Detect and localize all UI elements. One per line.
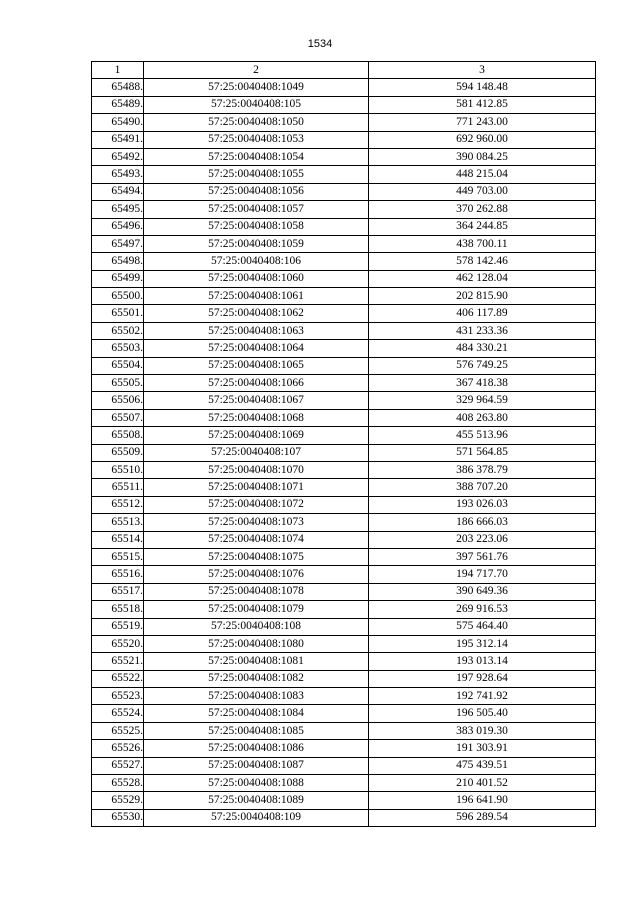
row-number-cell: 65509. bbox=[92, 444, 144, 461]
row-number-cell: 65494. bbox=[92, 183, 144, 200]
cadastral-number-cell: 57:25:0040408:1082 bbox=[144, 670, 369, 687]
table-row bbox=[92, 740, 596, 757]
page-number: 1534 bbox=[307, 38, 333, 50]
table-row bbox=[92, 201, 596, 218]
cadastral-number-cell: 57:25:0040408:1081 bbox=[144, 653, 369, 670]
value-cell: 390 084.25 bbox=[369, 148, 596, 165]
table-row bbox=[92, 427, 596, 444]
row-number-cell: 65520. bbox=[92, 635, 144, 652]
cadastral-number-cell: 57:25:0040408:1083 bbox=[144, 688, 369, 705]
table-row bbox=[92, 705, 596, 722]
row-number-cell: 65516. bbox=[92, 566, 144, 583]
value-cell: 193 026.03 bbox=[369, 496, 596, 513]
row-number-cell: 65498. bbox=[92, 253, 144, 270]
row-number-cell: 65492. bbox=[92, 148, 144, 165]
table-row bbox=[92, 305, 596, 322]
value-cell: 386 378.79 bbox=[369, 461, 596, 478]
cadastral-number-cell: 57:25:0040408:1058 bbox=[144, 218, 369, 235]
value-cell: 448 215.04 bbox=[369, 166, 596, 183]
table-row bbox=[92, 166, 596, 183]
row-number-cell: 65524. bbox=[92, 705, 144, 722]
header-col-1: 1 bbox=[92, 62, 144, 79]
row-number-cell: 65505. bbox=[92, 375, 144, 392]
cadastral-number-cell: 57:25:0040408:1064 bbox=[144, 340, 369, 357]
value-cell: 475 439.51 bbox=[369, 757, 596, 774]
row-number-cell: 65529. bbox=[92, 792, 144, 809]
table-row bbox=[92, 148, 596, 165]
row-number-cell: 65519. bbox=[92, 618, 144, 635]
table-row bbox=[92, 357, 596, 374]
value-cell: 484 330.21 bbox=[369, 340, 596, 357]
cadastral-number-cell: 57:25:0040408:1073 bbox=[144, 514, 369, 531]
value-cell: 383 019.30 bbox=[369, 722, 596, 739]
table-row bbox=[92, 601, 596, 618]
table-row bbox=[92, 809, 596, 826]
value-cell: 431 233.36 bbox=[369, 322, 596, 339]
value-cell: 581 412.85 bbox=[369, 96, 596, 113]
value-cell: 370 262.88 bbox=[369, 201, 596, 218]
value-cell: 571 564.85 bbox=[369, 444, 596, 461]
value-cell: 576 749.25 bbox=[369, 357, 596, 374]
value-cell: 438 700.11 bbox=[369, 235, 596, 252]
cadastral-number-cell: 57:25:0040408:1059 bbox=[144, 235, 369, 252]
table-row bbox=[92, 618, 596, 635]
value-cell: 195 312.14 bbox=[369, 635, 596, 652]
cadastral-number-cell: 57:25:0040408:1065 bbox=[144, 357, 369, 374]
cadastral-number-cell: 57:25:0040408:1067 bbox=[144, 392, 369, 409]
value-cell: 771 243.00 bbox=[369, 114, 596, 131]
cadastral-number-cell: 57:25:0040408:1078 bbox=[144, 583, 369, 600]
row-number-cell: 65501. bbox=[92, 305, 144, 322]
value-cell: 197 928.64 bbox=[369, 670, 596, 687]
value-cell: 191 303.91 bbox=[369, 740, 596, 757]
table-row bbox=[92, 722, 596, 739]
row-number-cell: 65504. bbox=[92, 357, 144, 374]
table-header bbox=[92, 62, 596, 79]
row-number-cell: 65491. bbox=[92, 131, 144, 148]
value-cell: 594 148.48 bbox=[369, 79, 596, 96]
table-row bbox=[92, 288, 596, 305]
value-cell: 194 717.70 bbox=[369, 566, 596, 583]
value-cell: 186 666.03 bbox=[369, 514, 596, 531]
row-number-cell: 65506. bbox=[92, 392, 144, 409]
value-cell: 269 916.53 bbox=[369, 601, 596, 618]
row-number-cell: 65511. bbox=[92, 479, 144, 496]
table-row bbox=[92, 392, 596, 409]
table-row bbox=[92, 531, 596, 548]
cadastral-number-cell: 57:25:0040408:1084 bbox=[144, 705, 369, 722]
value-cell: 397 561.76 bbox=[369, 548, 596, 565]
cadastral-number-cell: 57:25:0040408:108 bbox=[144, 618, 369, 635]
cadastral-number-cell: 57:25:0040408:1071 bbox=[144, 479, 369, 496]
table-row bbox=[92, 183, 596, 200]
row-number-cell: 65497. bbox=[92, 235, 144, 252]
row-number-cell: 65493. bbox=[92, 166, 144, 183]
cadastral-number-cell: 57:25:0040408:1053 bbox=[144, 131, 369, 148]
value-cell: 196 641.90 bbox=[369, 792, 596, 809]
value-cell: 329 964.59 bbox=[369, 392, 596, 409]
row-number-cell: 65500. bbox=[92, 288, 144, 305]
cadastral-number-cell: 57:25:0040408:1089 bbox=[144, 792, 369, 809]
value-cell: 210 401.52 bbox=[369, 775, 596, 792]
table-row bbox=[92, 757, 596, 774]
table-row bbox=[92, 548, 596, 565]
row-number-cell: 65513. bbox=[92, 514, 144, 531]
row-number-cell: 65526. bbox=[92, 740, 144, 757]
table-row bbox=[92, 253, 596, 270]
table-row bbox=[92, 444, 596, 461]
cadastral-number-cell: 57:25:0040408:1057 bbox=[144, 201, 369, 218]
cadastral-table bbox=[91, 61, 596, 827]
row-number-cell: 65515. bbox=[92, 548, 144, 565]
table-row bbox=[92, 514, 596, 531]
row-number-cell: 65507. bbox=[92, 409, 144, 426]
table-row bbox=[92, 409, 596, 426]
value-cell: 390 649.36 bbox=[369, 583, 596, 600]
cadastral-number-cell: 57:25:0040408:1076 bbox=[144, 566, 369, 583]
value-cell: 455 513.96 bbox=[369, 427, 596, 444]
row-number-cell: 65518. bbox=[92, 601, 144, 618]
row-number-cell: 65495. bbox=[92, 201, 144, 218]
cadastral-number-cell: 57:25:0040408:1079 bbox=[144, 601, 369, 618]
value-cell: 575 464.40 bbox=[369, 618, 596, 635]
cadastral-number-cell: 57:25:0040408:1075 bbox=[144, 548, 369, 565]
table-row bbox=[92, 583, 596, 600]
value-cell: 692 960.00 bbox=[369, 131, 596, 148]
cadastral-number-cell: 57:25:0040408:1087 bbox=[144, 757, 369, 774]
row-number-cell: 65517. bbox=[92, 583, 144, 600]
value-cell: 364 244.85 bbox=[369, 218, 596, 235]
row-number-cell: 65528. bbox=[92, 775, 144, 792]
cadastral-number-cell: 57:25:0040408:109 bbox=[144, 809, 369, 826]
table-row bbox=[92, 235, 596, 252]
table-row bbox=[92, 635, 596, 652]
row-number-cell: 65523. bbox=[92, 688, 144, 705]
cadastral-number-cell: 57:25:0040408:1069 bbox=[144, 427, 369, 444]
value-cell: 192 741.92 bbox=[369, 688, 596, 705]
cadastral-number-cell: 57:25:0040408:1074 bbox=[144, 531, 369, 548]
value-cell: 203 223.06 bbox=[369, 531, 596, 548]
cadastral-number-cell: 57:25:0040408:1068 bbox=[144, 409, 369, 426]
value-cell: 367 418.38 bbox=[369, 375, 596, 392]
cadastral-number-cell: 57:25:0040408:1085 bbox=[144, 722, 369, 739]
value-cell: 388 707.20 bbox=[369, 479, 596, 496]
table-body bbox=[92, 79, 596, 827]
table-row bbox=[92, 218, 596, 235]
row-number-cell: 65522. bbox=[92, 670, 144, 687]
cadastral-number-cell: 57:25:0040408:1062 bbox=[144, 305, 369, 322]
cadastral-number-cell: 57:25:0040408:1054 bbox=[144, 148, 369, 165]
table-row bbox=[92, 496, 596, 513]
row-number-cell: 65489. bbox=[92, 96, 144, 113]
row-number-cell: 65496. bbox=[92, 218, 144, 235]
value-cell: 193 013.14 bbox=[369, 653, 596, 670]
value-cell: 462 128.04 bbox=[369, 270, 596, 287]
table-row bbox=[92, 79, 596, 96]
table-row bbox=[92, 270, 596, 287]
value-cell: 408 263.80 bbox=[369, 409, 596, 426]
table-row bbox=[92, 566, 596, 583]
cadastral-number-cell: 57:25:0040408:1070 bbox=[144, 461, 369, 478]
row-number-cell: 65527. bbox=[92, 757, 144, 774]
row-number-cell: 65512. bbox=[92, 496, 144, 513]
cadastral-number-cell: 57:25:0040408:1060 bbox=[144, 270, 369, 287]
table-row bbox=[92, 688, 596, 705]
table-row bbox=[92, 322, 596, 339]
table-row bbox=[92, 96, 596, 113]
cadastral-number-cell: 57:25:0040408:1056 bbox=[144, 183, 369, 200]
cadastral-number-cell: 57:25:0040408:106 bbox=[144, 253, 369, 270]
header-col-2: 2 bbox=[144, 62, 369, 79]
value-cell: 578 142.46 bbox=[369, 253, 596, 270]
header-row bbox=[92, 62, 596, 79]
cadastral-number-cell: 57:25:0040408:1066 bbox=[144, 375, 369, 392]
row-number-cell: 65503. bbox=[92, 340, 144, 357]
value-cell: 449 703.00 bbox=[369, 183, 596, 200]
row-number-cell: 65525. bbox=[92, 722, 144, 739]
cadastral-number-cell: 57:25:0040408:1080 bbox=[144, 635, 369, 652]
row-number-cell: 65499. bbox=[92, 270, 144, 287]
row-number-cell: 65508. bbox=[92, 427, 144, 444]
table-row bbox=[92, 340, 596, 357]
cadastral-number-cell: 57:25:0040408:1049 bbox=[144, 79, 369, 96]
table-row bbox=[92, 114, 596, 131]
row-number-cell: 65510. bbox=[92, 461, 144, 478]
table-row bbox=[92, 792, 596, 809]
row-number-cell: 65488. bbox=[92, 79, 144, 96]
value-cell: 596 289.54 bbox=[369, 809, 596, 826]
cadastral-number-cell: 57:25:0040408:105 bbox=[144, 96, 369, 113]
cadastral-number-cell: 57:25:0040408:1050 bbox=[144, 114, 369, 131]
table-row bbox=[92, 131, 596, 148]
table-row bbox=[92, 653, 596, 670]
row-number-cell: 65530. bbox=[92, 809, 144, 826]
table-row bbox=[92, 479, 596, 496]
table-row bbox=[92, 375, 596, 392]
cadastral-number-cell: 57:25:0040408:107 bbox=[144, 444, 369, 461]
cadastral-number-cell: 57:25:0040408:1086 bbox=[144, 740, 369, 757]
row-number-cell: 65490. bbox=[92, 114, 144, 131]
header-col-3: 3 bbox=[369, 62, 596, 79]
cadastral-number-cell: 57:25:0040408:1088 bbox=[144, 775, 369, 792]
value-cell: 406 117.89 bbox=[369, 305, 596, 322]
cadastral-number-cell: 57:25:0040408:1063 bbox=[144, 322, 369, 339]
table-row bbox=[92, 670, 596, 687]
row-number-cell: 65521. bbox=[92, 653, 144, 670]
cadastral-number-cell: 57:25:0040408:1055 bbox=[144, 166, 369, 183]
cadastral-number-cell: 57:25:0040408:1061 bbox=[144, 288, 369, 305]
value-cell: 196 505.40 bbox=[369, 705, 596, 722]
row-number-cell: 65514. bbox=[92, 531, 144, 548]
table-row bbox=[92, 461, 596, 478]
table-row bbox=[92, 775, 596, 792]
cadastral-number-cell: 57:25:0040408:1072 bbox=[144, 496, 369, 513]
row-number-cell: 65502. bbox=[92, 322, 144, 339]
value-cell: 202 815.90 bbox=[369, 288, 596, 305]
